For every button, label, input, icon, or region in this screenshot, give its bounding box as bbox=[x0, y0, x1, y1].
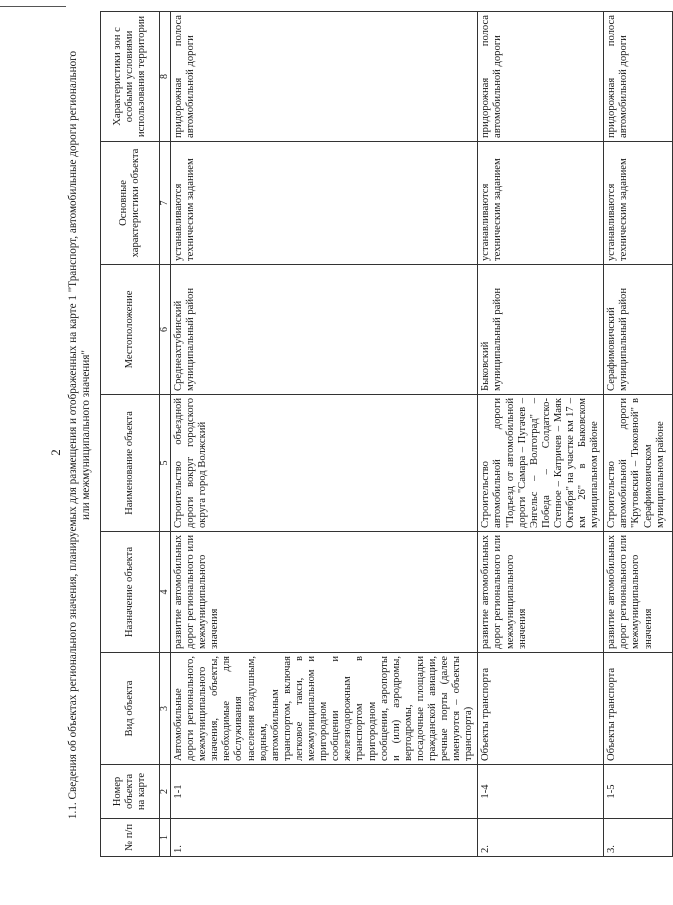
zone-characteristics: придорожная полоса автомобильной дороги bbox=[604, 12, 673, 142]
object-characteristics: устанавливаются техническим заданием bbox=[604, 142, 673, 265]
header-cell: № п/п bbox=[101, 819, 160, 857]
column-number: 3 bbox=[160, 653, 171, 765]
object-location: Среднеахтубинский муниципальный район bbox=[171, 265, 478, 395]
column-number: 8 bbox=[160, 12, 171, 142]
section-heading bbox=[67, 35, 93, 835]
object-purpose: развитие автомобильных дорог регионального или межмуниципального значения bbox=[604, 532, 673, 653]
row-number: 3. bbox=[604, 819, 673, 857]
column-number: 6 bbox=[160, 265, 171, 395]
table-row bbox=[478, 12, 604, 857]
object-name: Строительство автомобильной дороги "Подъезд от автомобильной дороги "Самара – Пугачев – Энгельс – Волгоград" – Победа – Солдатско-Степное – Катричев – Маяк Октября" на участке км 17 – км 26" в Быковском муниципальном районе bbox=[478, 395, 604, 532]
object-name: Строительство объездной дороги вокруг городского округа город Волжский bbox=[171, 395, 478, 532]
table-header-row bbox=[101, 12, 160, 857]
object-location: Серафимовичский муниципальный район bbox=[604, 265, 673, 395]
object-characteristics: устанавливаются техническим заданием bbox=[171, 142, 478, 265]
heading-line-1: 1.1. Сведения об объектах регионального значения, планируемых для размещения и отображенных на карте 1 "Транспорт, автомобильные дороги регионального bbox=[67, 50, 79, 820]
map-object-number: 1-4 bbox=[478, 765, 604, 819]
zone-characteristics: придорожная полоса автомобильной дороги bbox=[478, 12, 604, 142]
column-number: 2 bbox=[160, 765, 171, 819]
header-cell: Местоположение bbox=[101, 265, 160, 395]
column-number: 5 bbox=[160, 395, 171, 532]
map-object-number: 1-1 bbox=[171, 765, 478, 819]
object-type: Автомобильные дороги регионального, межмуниципального значения, объекты, необходимые для обслуживания населения воздушным, водным, автомобильным транспортом, включая легковое такси, в межмуниципальном и пригородном сообщении и железнодорожным транспортом в пригородном сообщении, аэропорты и (или) аэродромы, вертодромы, посадочные площадки гражданской авиации, речные порты (далее именуются – объекты транспорта) bbox=[171, 653, 478, 765]
map-object-number: 1-5 bbox=[604, 765, 673, 819]
object-type: Объекты транспорта bbox=[478, 653, 604, 765]
column-number: 7 bbox=[160, 142, 171, 265]
objects-table bbox=[100, 11, 673, 857]
header-cell: Назначение объекта bbox=[101, 532, 160, 653]
header-cell: Характеристики зон с особыми условиями использования территории bbox=[101, 12, 160, 142]
object-name: Строительство автомобильной дороги "Крутовский – Тюковной" в Серафимовичском муниципальном районе bbox=[604, 395, 673, 532]
object-type: Объекты транспорта bbox=[604, 653, 673, 765]
object-location: Быковский муниципальный район bbox=[478, 265, 604, 395]
header-cell: Наименование объекта bbox=[101, 395, 160, 532]
object-purpose: развитие автомобильных дорог регионального или межмуниципального значения bbox=[171, 532, 478, 653]
heading-line-2: или межмуниципального значения" bbox=[80, 350, 92, 520]
page-number: 2 bbox=[48, 449, 63, 456]
column-number-row bbox=[160, 12, 171, 857]
object-purpose: развитие автомобильных дорог регионального или межмуниципального значения bbox=[478, 532, 604, 653]
object-characteristics: устанавливаются техническим заданием bbox=[478, 142, 604, 265]
table-row bbox=[171, 12, 478, 857]
header-cell: Вид объекта bbox=[101, 653, 160, 765]
zone-characteristics: придорожная полоса автомобильной дороги bbox=[171, 12, 478, 142]
column-number: 4 bbox=[160, 532, 171, 653]
table-row bbox=[604, 12, 673, 857]
header-cell: Основные характеристики объекта bbox=[101, 142, 160, 265]
column-number: 1 bbox=[160, 819, 171, 857]
header-cell: Номер объекта на карте bbox=[101, 765, 160, 819]
row-number: 1. bbox=[171, 819, 478, 857]
row-number: 2. bbox=[478, 819, 604, 857]
